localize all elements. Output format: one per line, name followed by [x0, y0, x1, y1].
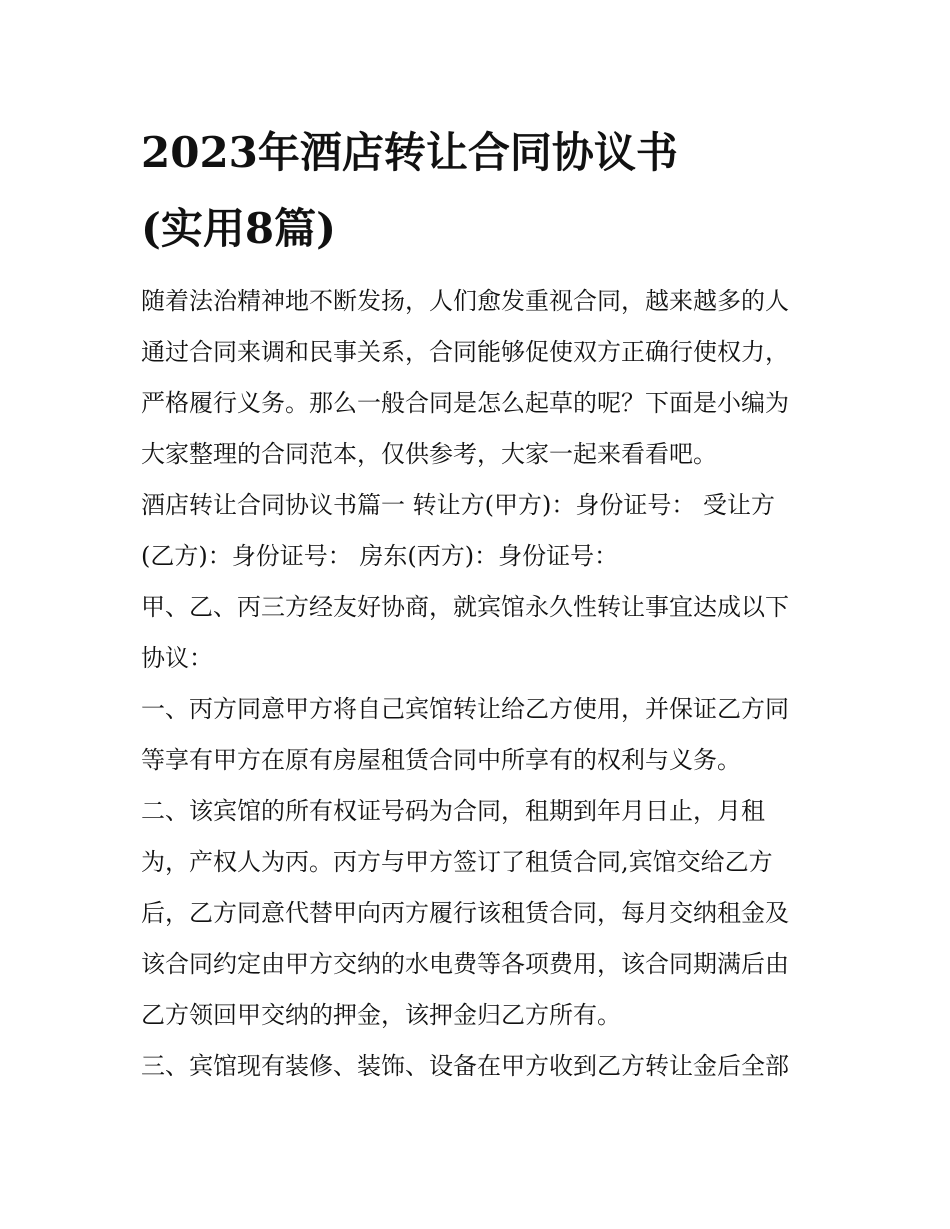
text-line: 通过合同来调和民事关系，合同能够促使双方正确行使权力， — [141, 338, 789, 366]
title-line: 2023年酒店转让合同协议书 — [141, 128, 678, 177]
parties-paragraph — [141, 480, 815, 582]
text-line: 后，乙方同意代替甲向丙方履行该租赁合同，每月交纳租金及 — [141, 899, 789, 927]
text-line: 乙方领回甲交纳的押金，该押金归乙方所有。 — [141, 1001, 621, 1029]
text-line: 二、该宾馆的所有权证号码为合同，租期到年月日止，月租 — [141, 797, 765, 825]
document-content — [141, 116, 815, 1092]
clause-three-paragraph — [141, 1041, 815, 1092]
text-line: 等享有甲方在原有房屋租赁合同中所享有的权利与义务。 — [141, 746, 741, 774]
text-line: (乙方)：身份证号： 房东(丙方)：身份证号： — [141, 542, 619, 570]
text-line: 大家整理的合同范本，仅供参考，大家一起来看看吧。 — [141, 440, 717, 468]
text-line: 甲、乙、丙三方经友好协商，就宾馆永久性转让事宜达成以下 — [141, 593, 789, 621]
intro-paragraph — [141, 276, 815, 480]
title-line: (实用8篇) — [141, 204, 336, 253]
text-line: 三、宾馆现有装修、装饰、设备在甲方收到乙方转让金后全部 — [141, 1052, 789, 1080]
agreement-paragraph — [141, 582, 815, 684]
text-line: 为，产权人为丙。丙方与甲方签订了租赁合同,宾馆交给乙方 — [141, 848, 773, 876]
clause-one-paragraph — [141, 684, 815, 786]
text-line: 该合同约定由甲方交纳的水电费等各项费用，该合同期满后由 — [141, 950, 789, 978]
text-line: 严格履行义务。那么一般合同是怎么起草的呢？下面是小编为 — [141, 389, 789, 417]
text-line: 随着法治精神地不断发扬，人们愈发重视合同，越来越多的人 — [141, 287, 789, 315]
clause-two-paragraph — [141, 786, 815, 1041]
document-title — [141, 116, 815, 266]
document-body — [141, 276, 815, 1092]
text-line: 协议： — [141, 644, 213, 672]
text-line: 一、丙方同意甲方将自己宾馆转让给乙方使用，并保证乙方同 — [141, 695, 789, 723]
text-line: 酒店转让合同协议书篇一 转让方(甲方)：身份证号： 受让方 — [141, 491, 775, 519]
